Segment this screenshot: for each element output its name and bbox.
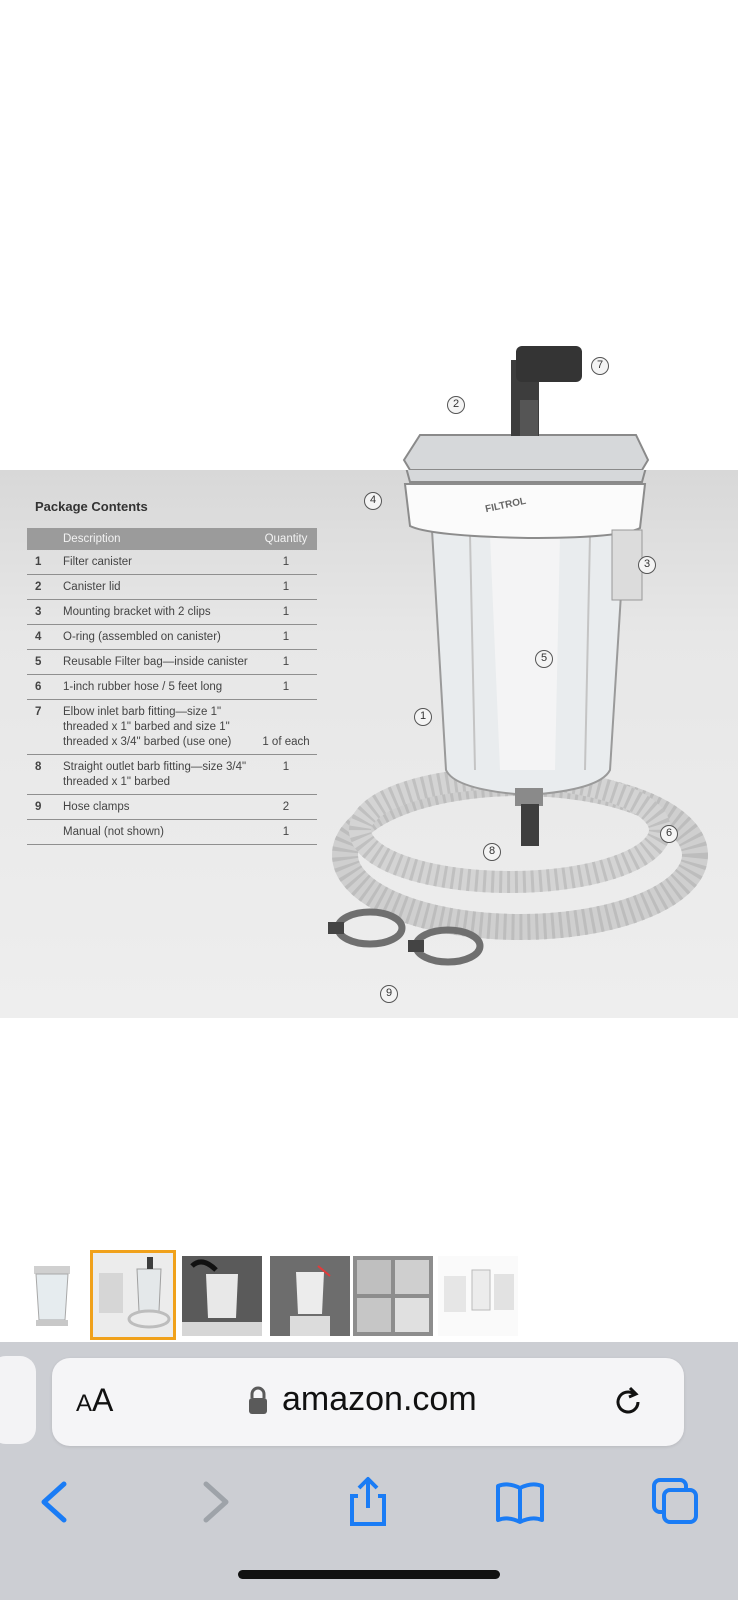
table-row <box>27 550 317 575</box>
row-quantity: 1 <box>255 755 317 795</box>
back-arrow-icon[interactable] <box>30 1476 82 1528</box>
row-description: Elbow inlet barb fitting—size 1" threaded x 1" barbed and size 1" threaded x 3/4" barbed (use one) <box>57 700 255 755</box>
thumbnail-5-image <box>353 1256 433 1336</box>
row-description: Canister lid <box>57 575 255 600</box>
thumbnail-3[interactable] <box>182 1256 262 1336</box>
row-quantity: 2 <box>255 795 317 820</box>
address-bar[interactable] <box>52 1358 684 1446</box>
callout-5: 5 <box>535 650 553 668</box>
row-number: 1 <box>27 550 57 575</box>
reader-options-button[interactable] <box>76 1382 113 1419</box>
row-description: 1-inch rubber hose / 5 feet long <box>57 675 255 700</box>
row-description: Mounting bracket with 2 clips <box>57 600 255 625</box>
forward-arrow-icon[interactable] <box>188 1476 240 1528</box>
browser-toolbar <box>0 1342 738 1600</box>
thumbnail-4[interactable] <box>270 1256 350 1336</box>
callout-2: 2 <box>447 396 465 414</box>
table-row <box>27 650 317 675</box>
thumbnail-6-image <box>438 1256 518 1336</box>
row-number: 7 <box>27 700 57 755</box>
table-header-row <box>27 528 317 550</box>
lock-icon <box>248 1386 268 1416</box>
thumbnail-4-image <box>270 1256 350 1336</box>
package-contents-table <box>27 528 317 845</box>
table-row <box>27 700 317 755</box>
row-quantity: 1 of each <box>255 700 317 755</box>
row-number: 8 <box>27 755 57 795</box>
bookmarks-icon[interactable] <box>494 1476 546 1528</box>
row-description: Hose clamps <box>57 795 255 820</box>
row-quantity: 1 <box>255 675 317 700</box>
aa-small-letter: A <box>76 1390 93 1417</box>
table-row <box>27 675 317 700</box>
callout-7: 7 <box>591 357 609 375</box>
row-quantity: 1 <box>255 550 317 575</box>
quantity-header: Quantity <box>255 528 317 550</box>
row-number: 2 <box>27 575 57 600</box>
table-row <box>27 625 317 650</box>
callout-8: 8 <box>483 843 501 861</box>
url-text: amazon.com <box>282 1380 477 1418</box>
row-description: Manual (not shown) <box>57 820 255 845</box>
callout-9: 9 <box>380 985 398 1003</box>
row-quantity: 1 <box>255 625 317 650</box>
package-contents-title: Package Contents <box>35 499 148 514</box>
row-number: 4 <box>27 625 57 650</box>
thumbnail-1[interactable] <box>12 1256 92 1336</box>
tabs-icon[interactable] <box>650 1476 702 1528</box>
row-quantity: 1 <box>255 575 317 600</box>
table-row <box>27 820 317 845</box>
row-number: 6 <box>27 675 57 700</box>
thumbnail-strip <box>0 1246 738 1342</box>
row-number: 9 <box>27 795 57 820</box>
table-row <box>27 795 317 820</box>
filter-top-illustration <box>0 0 738 470</box>
thumbnail-5[interactable] <box>353 1256 433 1336</box>
aa-large-letter: A <box>92 1382 114 1418</box>
row-quantity: 1 <box>255 650 317 675</box>
row-quantity: 1 <box>255 600 317 625</box>
callout-4: 4 <box>364 492 382 510</box>
row-description: Straight outlet barb fitting—size 3/4" threaded x 1" barbed <box>57 755 255 795</box>
thumbnail-2[interactable] <box>90 1250 176 1340</box>
table-row <box>27 755 317 795</box>
table-row <box>27 600 317 625</box>
row-number: 5 <box>27 650 57 675</box>
callout-3: 3 <box>638 556 656 574</box>
callout-1: 1 <box>414 708 432 726</box>
home-indicator <box>238 1570 500 1579</box>
row-description: O-ring (assembled on canister) <box>57 625 255 650</box>
thumbnail-6[interactable] <box>438 1256 518 1336</box>
thumbnail-2-image <box>93 1253 173 1337</box>
share-icon[interactable] <box>342 1476 394 1528</box>
description-header: Description <box>27 528 255 550</box>
row-number: 3 <box>27 600 57 625</box>
row-number <box>27 820 57 845</box>
row-quantity: 1 <box>255 820 317 845</box>
thumbnail-1-image <box>12 1256 92 1336</box>
callout-6: 6 <box>660 825 678 843</box>
row-description: Filter canister <box>57 550 255 575</box>
reload-icon[interactable] <box>610 1384 646 1420</box>
previous-tab-peek[interactable] <box>0 1356 36 1444</box>
table-row <box>27 575 317 600</box>
thumbnail-3-image <box>182 1256 262 1336</box>
brand-label: FILTROL <box>484 495 528 516</box>
row-description: Reusable Filter bag—inside canister <box>57 650 255 675</box>
image-top-whitespace <box>0 0 738 470</box>
